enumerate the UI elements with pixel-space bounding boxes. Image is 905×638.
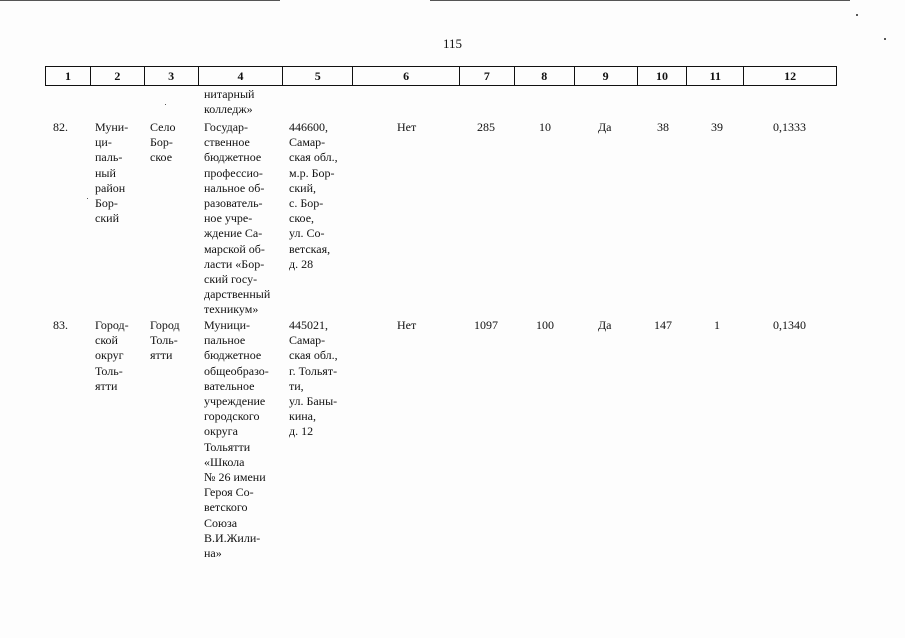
col10-cell: 38 <box>657 120 669 134</box>
scan-speck <box>165 104 166 105</box>
column-header: 7 <box>460 67 515 85</box>
locality-cell: Село Бор- ское <box>150 120 176 165</box>
row-number: 82. <box>53 120 68 134</box>
district-cell: Муни- ци- паль- ный район Бор- ский <box>95 120 129 226</box>
column-header: 8 <box>515 67 575 85</box>
column-header: 2 <box>91 67 145 85</box>
district-cell: Город- ской округ Толь- ятти <box>95 318 129 393</box>
column-header: 4 <box>199 67 284 85</box>
scan-speck <box>884 38 886 40</box>
scan-edge-line-right <box>430 0 850 1</box>
page-number: 115 <box>442 36 463 51</box>
column-header: 10 <box>638 67 688 85</box>
col6-cell: Нет <box>397 120 417 134</box>
col11-cell: 1 <box>714 318 720 332</box>
institution-cell: Государ- ственное бюджетное профессио- нальное об- разователь- ное учре- ждение Са- марской об- ласти «Бор- ский госу- дарственный техникум» <box>204 120 271 317</box>
table-header-row <box>45 66 837 86</box>
scan-speck <box>856 14 858 16</box>
col11-cell: 39 <box>711 120 723 134</box>
scan-edge-line-left <box>0 0 280 1</box>
col9-cell: Да <box>598 120 612 134</box>
column-header: 6 <box>353 67 460 85</box>
col9-cell: Да <box>598 318 612 332</box>
col12-cell: 0,1333 <box>773 120 806 134</box>
institution-cell: Муници- пальное бюджетное общеобразо- вательное учреждение городского округа Тольятти «Школа № 26 имени Героя Со- ветского Союза В.И.Жили- на» <box>204 318 269 561</box>
scan-speck <box>87 198 88 199</box>
row-number: 83. <box>53 318 68 332</box>
col8-cell: 10 <box>539 120 551 134</box>
col10-cell: 147 <box>654 318 672 332</box>
col12-cell: 0,1340 <box>773 318 806 332</box>
carryover-institution-text: нитарный колледж» <box>204 87 255 117</box>
col6-cell: Нет <box>397 318 417 332</box>
col7-cell: 285 <box>477 120 495 134</box>
column-header: 1 <box>46 67 91 85</box>
address-cell: 446600, Самар- ская обл., м.р. Бор- ский, с. Бор- ское, ул. Со- ветская, д. 28 <box>289 120 338 271</box>
locality-cell: Город Толь- ятти <box>150 318 180 363</box>
column-header: 9 <box>575 67 638 85</box>
address-cell: 445021, Самар- ская обл., г. Тольят- ти, ул. Баны- кина, д. 12 <box>289 318 338 439</box>
column-header: 3 <box>145 67 199 85</box>
column-header: 12 <box>784 69 797 83</box>
column-header: 11 <box>687 67 744 85</box>
col7-cell: 1097 <box>474 318 498 332</box>
column-header: 5 <box>283 67 353 85</box>
col8-cell: 100 <box>536 318 554 332</box>
